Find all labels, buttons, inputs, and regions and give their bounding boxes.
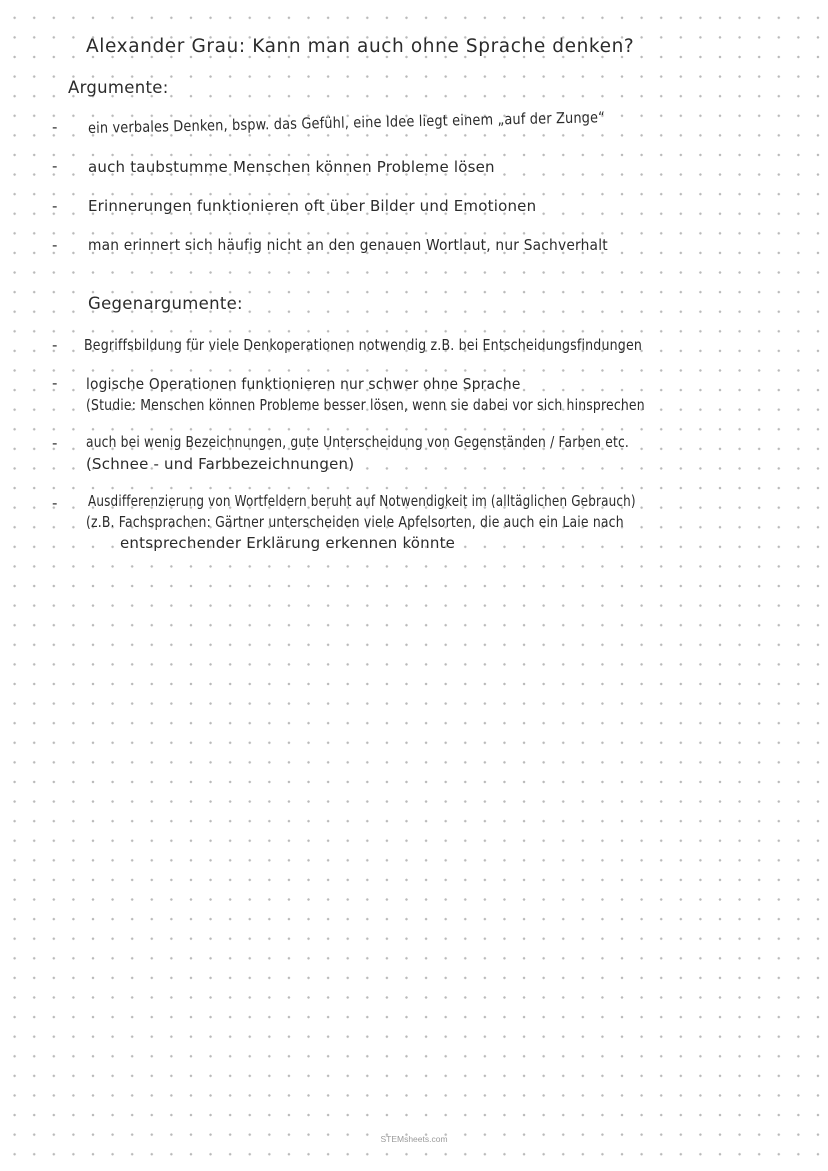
argument-item: Erinnerungen funktionieren oft über Bilder und Emotionen <box>88 197 537 215</box>
counterargument-continuation: entsprechender Erklärung erkennen könnte <box>120 534 456 552</box>
bullet-dash: - <box>52 118 58 136</box>
arguments-heading: Argumente: <box>68 78 169 97</box>
bullet-dash: - <box>52 494 58 512</box>
page-title: Alexander Grau: Kann man auch ohne Sprache denken? <box>86 36 635 57</box>
counterargument-item: auch bei wenig Bezeichnungen, gute Unterscheidung von Gegenständen / Farben etc. <box>86 433 629 451</box>
bullet-dash: - <box>52 374 58 392</box>
bullet-dash: - <box>52 197 58 215</box>
counterargument-continuation: (Schnee - und Farbbezeichnungen) <box>86 455 355 473</box>
argument-item: ein verbales Denken, bspw. das Gefühl, eine Idee liegt einem „auf der Zunge“ <box>87 108 606 137</box>
counterargument-item: Begriffsbildung für viele Denkoperationen notwendig z.B. bei Entscheidungsfindungen <box>84 336 643 354</box>
footer-credit: STEMsheets.com <box>380 1134 448 1144</box>
argument-item: man erinnert sich häufig nicht an den genauen Wortlaut, nur Sachverhalt <box>88 236 608 254</box>
counterargument-continuation: (z.B. Fachsprachen: Gärtner unterscheiden viele Apfelsorten, die auch ein Laie nach <box>86 513 624 531</box>
argument-item: auch taubstumme Menschen können Probleme lösen <box>88 158 495 176</box>
bullet-dash: - <box>52 434 58 452</box>
bullet-dash: - <box>52 336 58 354</box>
counterargument-item: logische Operationen funktionieren nur schwer ohne Sprache <box>86 375 521 393</box>
bullet-dash: - <box>52 157 58 175</box>
counterargument-continuation: (Studie: Menschen können Probleme besser lösen, wenn sie dabei vor sich hinsprechen <box>86 396 645 414</box>
counterargument-item: Ausdifferenzierung von Wortfeldern beruht auf Notwendigkeit im (alltäglichen Gebrauch) <box>88 492 636 510</box>
bullet-dash: - <box>52 236 58 254</box>
counterarguments-heading: Gegenargumente: <box>88 294 243 313</box>
